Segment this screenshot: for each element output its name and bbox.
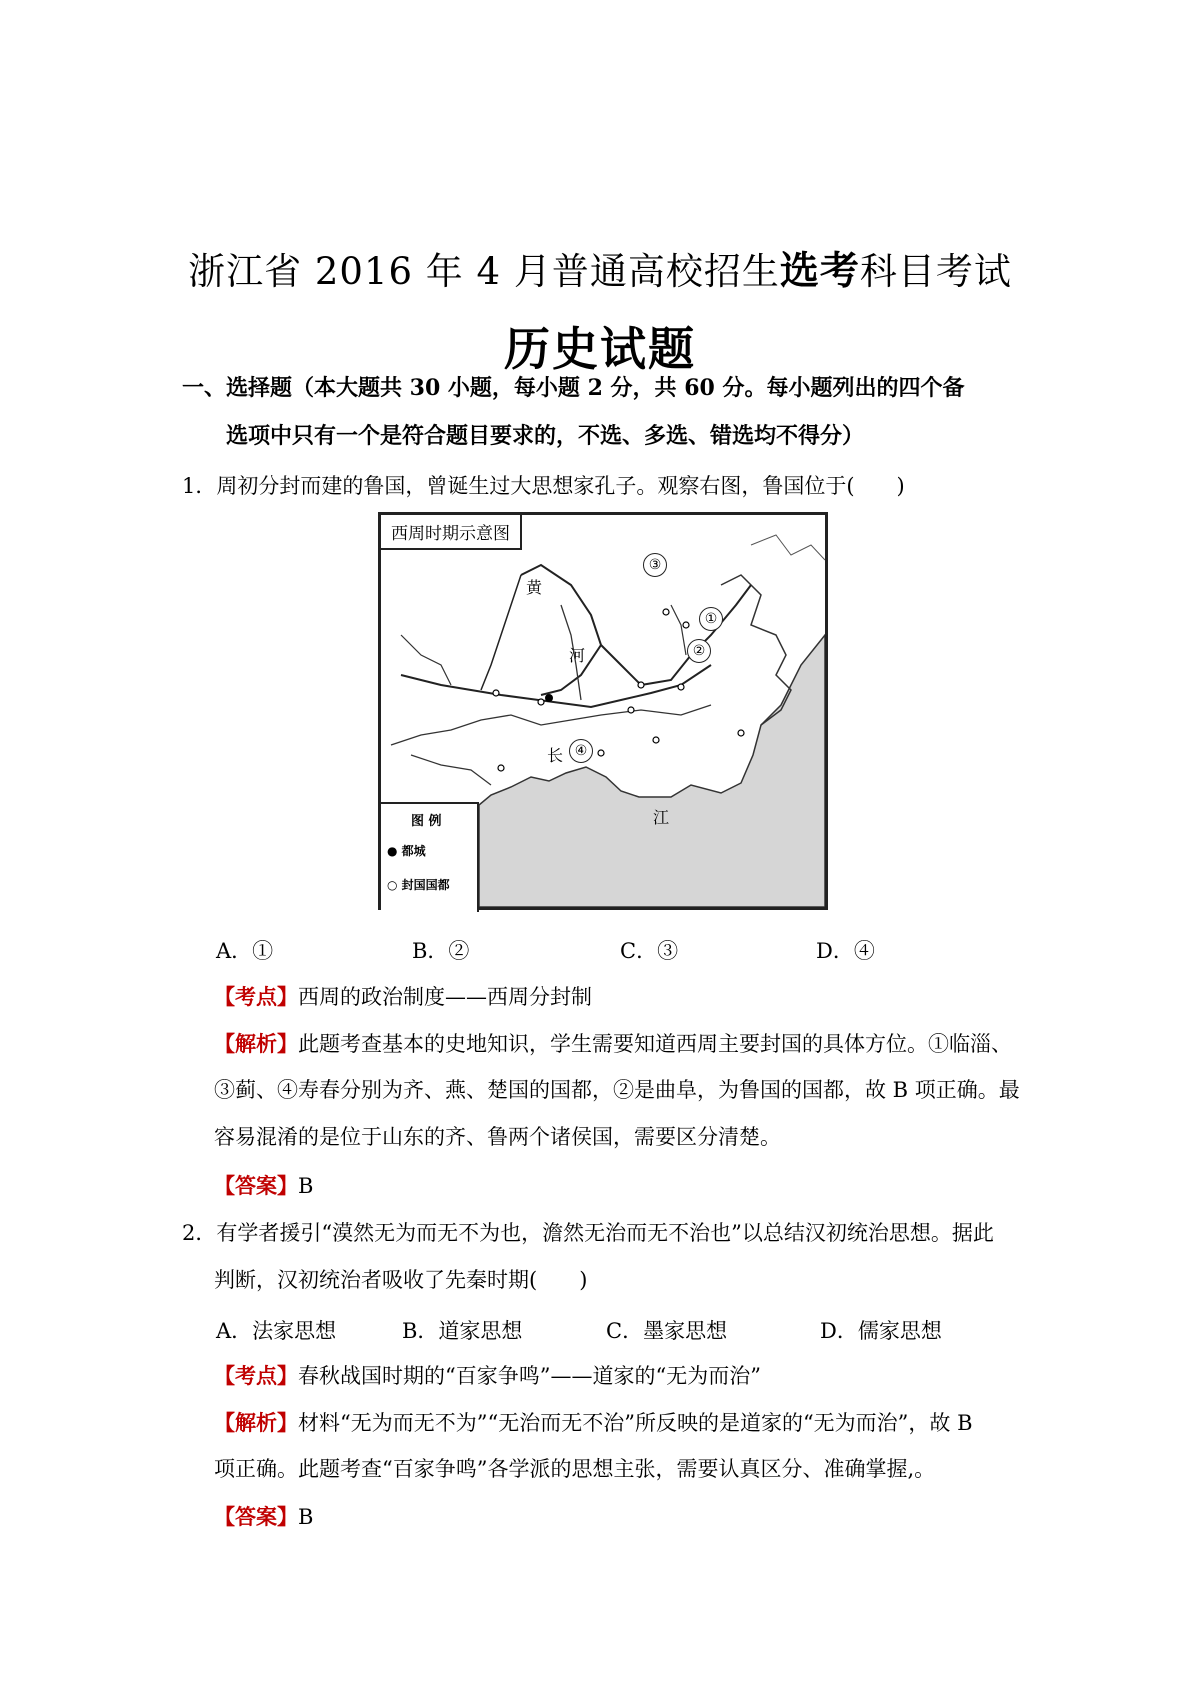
q1-answer-value: B: [298, 1174, 314, 1198]
marker-4: ④: [569, 739, 593, 763]
q2-kaodian-text: 春秋战国时期的“百家争鸣”——道家的“无为而治”: [298, 1364, 761, 1388]
q1-kaodian-text: 西周的政治制度——西周分封制: [298, 985, 592, 1009]
q1-option-b: B．②: [412, 939, 470, 963]
q2-jiexi-line1: [214, 1409, 1064, 1437]
q1-kaodian: [214, 983, 1064, 1011]
q2-jiexi-tag: 【解析】: [214, 1410, 298, 1435]
q2-jiexi-text1: 材料“无为而无不为”“无治而无不治”所反映的是道家的“无为而治”，故 B: [298, 1411, 973, 1435]
title-part-b: 科目考试: [859, 250, 1012, 293]
section-heading-line2: 选项中只有一个是符合题目要求的，不选、多选、错选均不得分）: [226, 423, 865, 449]
q1-stem: 1．周初分封而建的鲁国，曾诞生过大思想家孔子。观察右图，鲁国位于( ): [182, 474, 905, 498]
q1-option-c: C．③: [620, 939, 679, 963]
marker-3: ③: [643, 553, 667, 577]
legend-capital-label: 都城: [401, 844, 426, 858]
legend-capital: ● 都城: [387, 844, 426, 858]
q2-answer-value: B: [298, 1505, 314, 1529]
legend-title: 图 例: [411, 814, 442, 829]
q1-jiexi-line2: ③蓟、④寿春分别为齐、燕、楚国的国都，②是曲阜，为鲁国的国都，故 B 项正确。最: [214, 1078, 1020, 1102]
q1-jiexi-line1: [214, 1030, 1064, 1058]
map-title: 西周时期示意图: [381, 515, 522, 550]
label-jiang: 江: [653, 808, 670, 827]
q1-jiexi-line3: 容易混淆的是位于山东的齐、鲁两个诸侯国，需要区分清楚。: [214, 1125, 781, 1149]
q2-kaodian-tag: 【考点】: [214, 1363, 298, 1388]
label-chang: 长: [547, 746, 564, 765]
q2-option-d: D．儒家思想: [820, 1319, 942, 1343]
marker-1: ①: [699, 607, 723, 631]
q1-kaodian-tag: 【考点】: [214, 984, 298, 1009]
q2-kaodian: [214, 1362, 1064, 1390]
q1-answer-tag: 【答案】: [214, 1173, 298, 1198]
legend-fief: ○ 封国国都: [387, 878, 450, 892]
western-zhou-map: [378, 512, 828, 910]
q1-option-d: D．④: [816, 939, 875, 963]
q2-stem-line2: 判断，汉初统治者吸收了先秦时期( ): [214, 1268, 588, 1292]
q2-answer: [214, 1503, 1064, 1531]
q2-option-b: B．道家思想: [402, 1319, 523, 1343]
q1-jiexi-text1: 此题考查基本的史地知识，学生需要知道西周主要封国的具体方位。①临淄、: [298, 1032, 1012, 1056]
section-heading-line1: 一、选择题（本大题共 30 小题，每小题 2 分，共 60 分。每小题列出的四个备: [182, 375, 965, 401]
capital-dot: [545, 694, 553, 702]
title-part-bold: 选考: [779, 248, 860, 294]
marker-2: ②: [687, 639, 711, 663]
q2-option-a: A．法家思想: [216, 1319, 337, 1343]
exam-title: [0, 250, 1200, 293]
title-part-a: 浙江省 2016 年 4 月普通高校招生: [188, 250, 780, 293]
q2-jiexi-line2: 项正确。此题考查“百家争鸣”各学派的思想主张，需要认真区分、准确掌握,。: [214, 1457, 936, 1481]
q1-jiexi-tag: 【解析】: [214, 1031, 298, 1056]
label-huang: 黄: [526, 578, 543, 597]
subject-title: 历史试题: [504, 322, 696, 376]
q2-answer-tag: 【答案】: [214, 1504, 298, 1529]
q2-stem-line1: 2．有学者援引“漠然无为而无不为也，澹然无治而无不治也”以总结汉初统治思想。据此: [182, 1221, 994, 1245]
legend-fief-label: 封国国都: [401, 878, 450, 892]
q2-option-c: C．墨家思想: [606, 1319, 728, 1343]
q1-option-a: A．①: [216, 939, 274, 963]
map-legend: [381, 802, 479, 912]
label-he: 河: [569, 646, 586, 665]
q1-answer: [214, 1172, 1064, 1200]
